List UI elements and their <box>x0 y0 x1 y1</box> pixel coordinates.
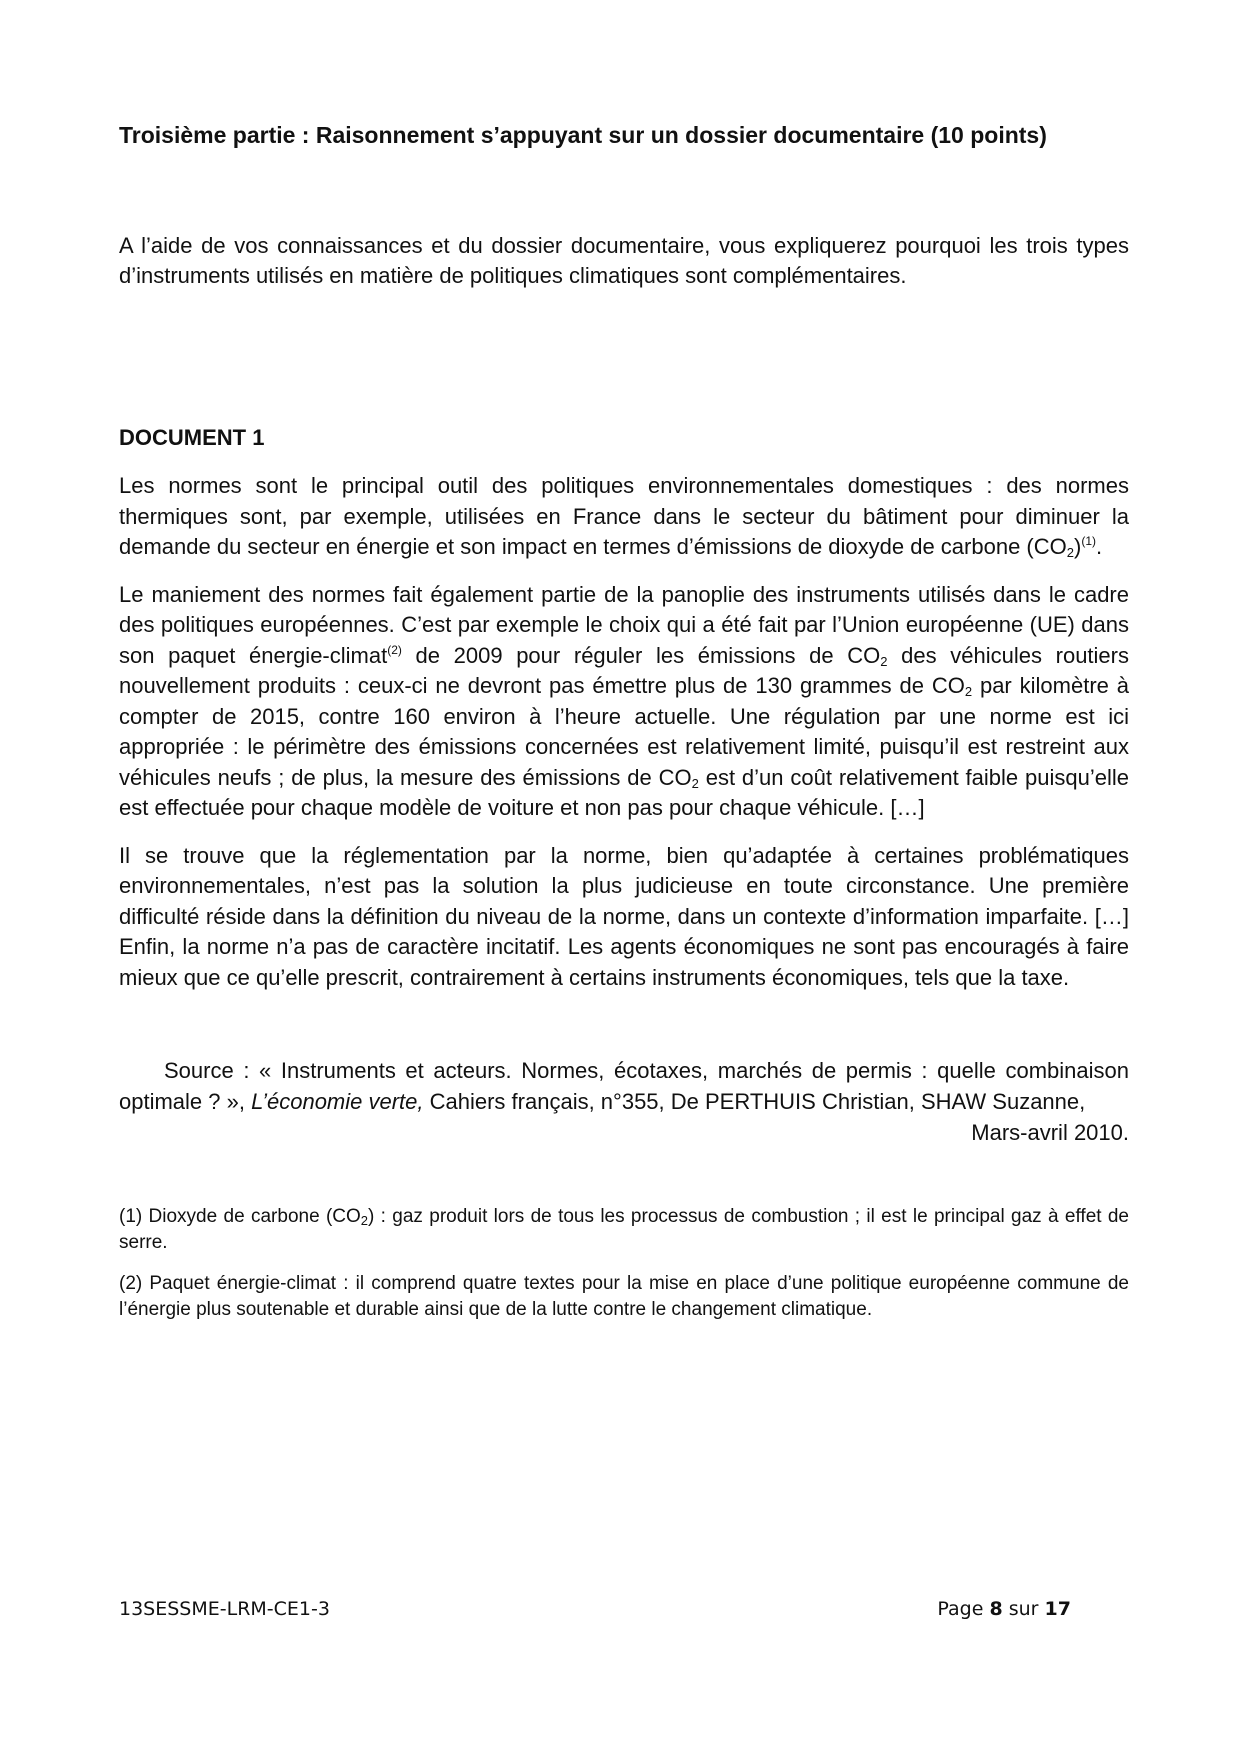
page-total: 17 <box>1044 1598 1071 1620</box>
p2-subscript-3: 2 <box>691 775 699 791</box>
part-title: Troisième partie : Raisonnement s’appuyant sur un dossier documentaire (10 points) <box>119 122 1047 148</box>
page-sep: sur <box>1002 1598 1045 1620</box>
source-title: L’économie verte, <box>251 1089 424 1114</box>
p2-part-a: Le maniement des normes fait également partie de la panoplie des instruments utilisés dans le cadre des politiques européennes. C’est par exemple le choix qui a été fait par l’Union européenne (UE) dans son paquet énergie-climat <box>119 581 1129 668</box>
source-prefix: Source : « Instruments et acteurs. Normes, écotaxes, marchés de permis : quelle combinaison optimale ? », <box>119 1058 1129 1114</box>
p2-part-c: des véhicules routiers nouvellement produits : ceux-ci ne devront pas émettre plus de 130 grammes de CO <box>119 642 1129 698</box>
source-date: Mars-avril 2010. <box>971 1120 1129 1145</box>
page-footer <box>119 1598 1071 1620</box>
document-page <box>119 110 1129 1323</box>
p2-subscript-2: 2 <box>964 684 973 699</box>
page-number <box>937 1598 1071 1620</box>
p2-part-d: par kilomètre à compter de 2015, contre 160 environ à l’heure actuelle. Une régulation par une norme est ici appropriée : le périmètre des émissions concernées est relativement limité, puisqu’il est restreint aux véhicules neufs ; de plus, la mesure des émissions de CO <box>119 673 1129 790</box>
p1-subscript: 2 <box>1066 545 1074 560</box>
page-current: 8 <box>989 1598 1003 1620</box>
source-citation <box>119 1055 1129 1117</box>
footnote-ref-1: (1) <box>1081 534 1096 548</box>
fn1-part-a: (1) Dioxyde de carbone (CO <box>119 1206 361 1227</box>
source-suffix: Cahiers français, n°355, De PERTHUIS Christian, SHAW Suzanne, <box>423 1089 1086 1114</box>
paragraph-3: Il se trouve que la réglementation par la norme, bien qu’adaptée à certaines problématiques environnementales, n’est pas la solution la plus judicieuse en toute circonstance. Une première difficulté réside dans la définition du niveau de la norme, dans un contexte d’information imparfaite. […] Enfin, la norme n’a pas de caractère incitatif. Les agents économiques ne sont pas encouragés à faire mieux que ce qu’elle prescrit, contrairement à certains instruments économiques, tels que la taxe. <box>119 842 1129 990</box>
document-code: 13SESSME-LRM-CE1-3 <box>119 1598 330 1620</box>
fn1-subscript: 2 <box>360 1213 369 1228</box>
p2-part-b: de 2009 pour réguler les émissions de CO <box>401 642 881 668</box>
document-title: DOCUMENT 1 <box>119 425 265 450</box>
footnote-ref-2: (2) <box>387 642 402 657</box>
footnote-1 <box>119 1204 1129 1256</box>
footnote-2: (2) Paquet énergie-climat : il comprend quatre textes pour la mise en place d’une politique européenne commune de l’énergie plus soutenable et durable ainsi que de la lutte contre le changement climatique. <box>119 1273 1129 1320</box>
page-word: Page <box>937 1598 990 1620</box>
p1-close: ) <box>1074 534 1082 559</box>
p1-text: Les normes sont le principal outil des politiques environnementales domestiques : des normes thermiques sont, par exemple, utilisées en France dans le secteur du bâtiment pour diminuer la demande du secteur en énergie et son impact en termes d’émissions de dioxyde de carbone (CO <box>119 473 1129 559</box>
fn1-part-b: ) : gaz produit lors de tous les processus de combustion ; il est le principal gaz à effet de serre. <box>119 1206 1129 1253</box>
p2-part-e: est d’un coût relativement faible puisqu’elle est effectuée pour chaque modèle de voiture et non pas pour chaque véhicule. […] <box>119 764 1129 820</box>
p2-subscript-1: 2 <box>880 653 888 669</box>
question-text: A l’aide de vos connaissances et du dossier documentaire, vous expliquerez pourquoi les trois types d’instruments utilisés en matière de politiques climatiques sont complémentaires. <box>119 233 1129 288</box>
paragraph-1 <box>119 471 1129 563</box>
paragraph-2 <box>119 580 1129 824</box>
p1-end: . <box>1096 534 1103 559</box>
